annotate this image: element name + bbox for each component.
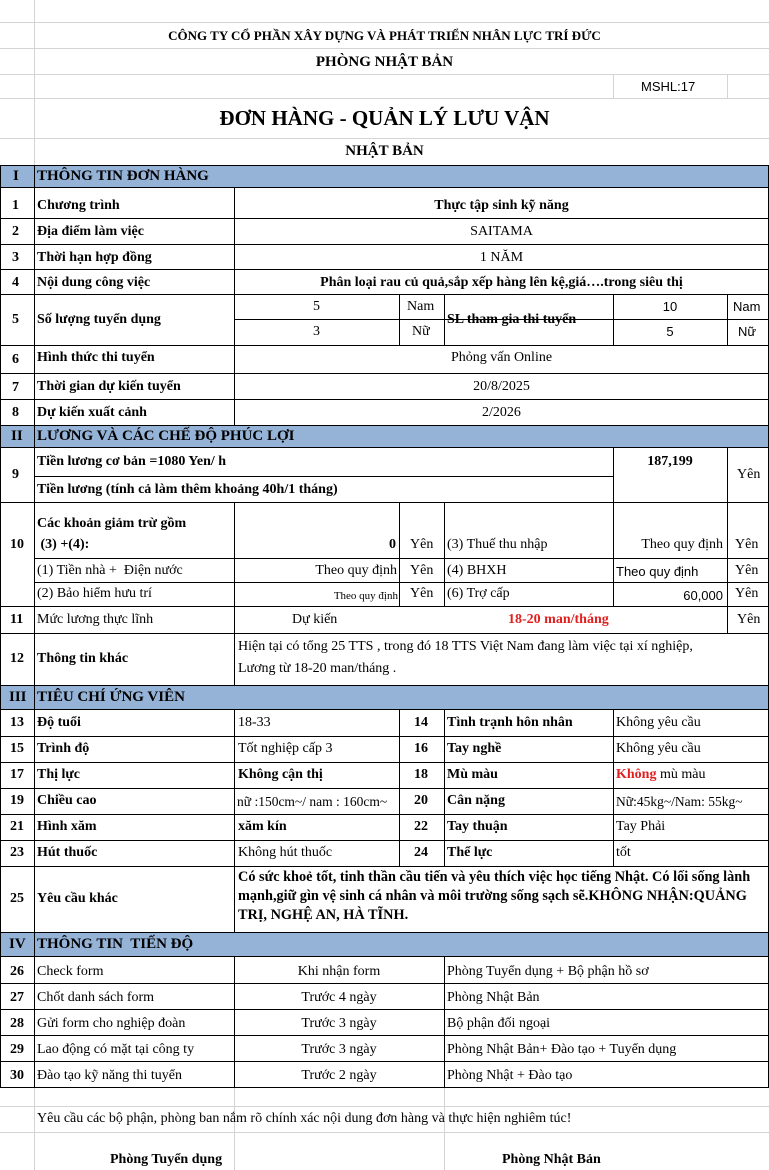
- row-6-number: 6: [12, 352, 19, 367]
- criteria-value: Tốt nghiệp cấp 3: [238, 741, 333, 756]
- income-tax-value: Theo quy định: [641, 537, 723, 552]
- criteria-value: Không cận thị: [238, 767, 323, 782]
- row-5-label: Số lượng tuyển dụng: [37, 312, 161, 327]
- exam-female-count: 5: [666, 324, 674, 339]
- criteria-number: 21: [10, 819, 24, 834]
- schedule-time: Trước 4 ngày: [301, 990, 377, 1005]
- schedule-time: Trước 2 ngày: [301, 1068, 377, 1083]
- income-tax-unit: Yên: [735, 537, 759, 552]
- row-2-label: Địa điểm làm việc: [37, 224, 144, 239]
- criteria-value: Nữ:45kg~/Nam: 55kg~: [616, 794, 743, 809]
- row-6-label: Hình thức thi tuyển: [37, 350, 155, 365]
- criteria-number: 20: [414, 793, 428, 808]
- row-4-label: Nội dung công việc: [37, 275, 151, 290]
- row-1-label: Chương trình: [37, 198, 120, 213]
- exam-count-label: SL tham gia thi tuyển: [447, 312, 577, 327]
- schedule-task: Check form: [37, 964, 104, 979]
- housing-unit: Yên: [410, 563, 434, 578]
- row-3-value: 1 NĂM: [479, 250, 524, 265]
- criteria-value: Không hút thuốc: [238, 845, 333, 860]
- section-1-number: I: [13, 168, 19, 184]
- schedule-owner: Phòng Nhật Bản: [447, 990, 540, 1005]
- criteria-label: Hình xăm: [37, 819, 97, 834]
- criteria-label: Tay thuận: [447, 819, 508, 834]
- schedule-time: Trước 3 ngày: [301, 1016, 377, 1031]
- row-7-number: 7: [12, 380, 19, 395]
- section-2-title: LƯƠNG VÀ CÁC CHẾ ĐỘ PHÚC LỢI: [37, 428, 295, 444]
- row-3-number: 3: [12, 250, 19, 265]
- criteria-value: 18-33: [238, 715, 271, 730]
- recruit-male-label: Nam: [407, 299, 435, 314]
- base-salary-label: Tiền lương cơ bản =1080 Yen/ h: [37, 454, 227, 469]
- recruit-male-count: 5: [313, 299, 320, 314]
- other-info-label: Thông tin khác: [37, 651, 129, 666]
- exam-female-label: Nữ: [738, 324, 757, 339]
- row-11-number: 11: [10, 612, 24, 627]
- social-insurance-value: Theo quy định: [616, 564, 699, 579]
- criteria-label: Tay nghề: [447, 741, 502, 756]
- criteria-label: Chiều cao: [37, 793, 97, 808]
- order-code: MSHL:17: [641, 79, 696, 94]
- page-subtitle: NHẬT BẢN: [345, 143, 424, 159]
- schedule-time: Trước 3 ngày: [301, 1042, 377, 1057]
- allowance-label: (6) Trợ cấp: [447, 586, 510, 601]
- row-9-number: 9: [12, 467, 19, 482]
- row-8-label: Dự kiến xuất cảnh: [37, 405, 147, 420]
- row-1-number: 1: [12, 198, 19, 213]
- section-3-number: III: [9, 689, 27, 705]
- criteria-value: Không yêu cầu: [616, 715, 701, 730]
- section-2-number: II: [11, 428, 23, 444]
- criteria-label: Cân nặng: [447, 793, 505, 808]
- criteria-number: 15: [10, 741, 24, 756]
- pension-label: (2) Bảo hiểm hưu trí: [37, 586, 152, 601]
- social-insurance-label: (4) BHXH: [447, 563, 507, 578]
- deductions-formula: (3) +(4):: [37, 537, 90, 552]
- section-4-number: IV: [9, 936, 26, 952]
- other-info-line-1: Hiện tại có tổng 25 TTS , trong đó 18 TTS Việt Nam đang làm việc tại xí nghiệp,: [238, 639, 693, 654]
- criteria-value: nữ :150cm~/ nam : 160cm~: [237, 795, 388, 809]
- row-12-number: 12: [10, 651, 24, 666]
- salary-overtime-label: Tiền lương (tính cả làm thêm khoảng 40h/1 tháng): [37, 482, 338, 497]
- criteria-value: xăm kín: [238, 819, 287, 834]
- signature-japan-department: Phòng Nhật Bản: [502, 1152, 601, 1167]
- criteria-label: Trình độ: [37, 741, 90, 756]
- criteria-number: 14: [414, 715, 428, 730]
- row-4-number: 4: [12, 275, 19, 290]
- row-4-value: Phân loại rau củ quả,sắp xếp hàng lên kệ,giá….trong siêu thị: [320, 275, 683, 290]
- schedule-owner: Phòng Nhật + Đào tạo: [447, 1068, 573, 1083]
- criteria-number: 23: [10, 845, 24, 860]
- row-6-value: Phỏng vấn Online: [450, 350, 553, 365]
- pension-value: Theo quy định: [333, 590, 398, 602]
- criteria-label: Hút thuốc: [37, 845, 98, 860]
- pension-unit: Yên: [410, 586, 434, 601]
- schedule-task: Lao động có mặt tại công ty: [37, 1042, 195, 1057]
- schedule-task: Chốt danh sách form: [37, 990, 155, 1005]
- deductions-total: 0: [389, 537, 396, 552]
- net-salary-label: Mức lương thực lĩnh: [37, 612, 154, 627]
- footer-note: Yêu cầu các bộ phận, phòng ban nắm rõ chính xác nội dung đơn hàng và thực hiện nghiêm túc!: [37, 1111, 572, 1126]
- criteria-label: Thị lực: [37, 767, 81, 782]
- row-10-number: 10: [10, 537, 24, 552]
- signature-recruitment: Phòng Tuyển dụng: [110, 1152, 223, 1167]
- row-3-label: Thời hạn hợp đồng: [37, 250, 152, 265]
- schedule-owner: Phòng Tuyển dụng + Bộ phận hồ sơ: [447, 964, 649, 979]
- row-2-value: SAITAMA: [470, 224, 533, 239]
- net-salary-value: 18-20 man/tháng: [508, 612, 609, 627]
- net-salary-estimate: Dự kiến: [292, 612, 338, 627]
- colorblind-value-highlight: Không: [616, 767, 657, 782]
- criteria-number: 13: [10, 715, 24, 730]
- criteria-label: Tình trạnh hôn nhân: [447, 715, 573, 730]
- criteria-value: Không yêu cầu: [616, 741, 701, 756]
- row-7-value: 20/8/2025: [473, 379, 530, 394]
- housing-label: (1) Tiền nhà + Điện nước: [37, 563, 183, 578]
- schedule-owner: Phòng Nhật Bản+ Đào tạo + Tuyển dụng: [447, 1042, 677, 1057]
- section-3-title: TIÊU CHÍ ỨNG VIÊN: [37, 689, 185, 705]
- department-name: PHÒNG NHẬT BẢN: [315, 54, 454, 70]
- section-4-title: THÔNG TIN TIẾN ĐỘ: [37, 936, 194, 952]
- schedule-number: 30: [10, 1068, 24, 1083]
- social-insurance-unit: Yên: [735, 563, 759, 578]
- row-7-label: Thời gian dự kiến tuyển: [37, 379, 181, 394]
- row-8-value: 2/2026: [482, 405, 521, 420]
- schedule-number: 26: [10, 964, 24, 979]
- recruit-female-count: 3: [313, 324, 320, 339]
- criteria-label: Thể lực: [447, 845, 493, 860]
- criteria-number: 16: [414, 741, 428, 756]
- exam-male-count: 10: [662, 299, 678, 314]
- salary-unit: Yên: [737, 467, 761, 482]
- criteria-number: 17: [10, 767, 24, 782]
- criteria-label: Mù màu: [447, 767, 498, 782]
- criteria-number: 24: [414, 845, 428, 860]
- colorblind-value: [616, 768, 705, 782]
- row-8-number: 8: [12, 405, 19, 420]
- page-title: ĐƠN HÀNG - QUẢN LÝ LƯU VẬN: [219, 106, 550, 130]
- criteria-number: 18: [414, 767, 428, 782]
- row-25-number: 25: [10, 891, 24, 906]
- criteria-value: tốt: [616, 845, 631, 860]
- company-name: CÔNG TY CỔ PHẦN XÂY DỰNG VÀ PHÁT TRIỂN NHÂN LỰC TRÍ ĐỨC: [168, 28, 601, 43]
- other-requirements-value: Có sức khoẻ tốt, tinh thần cầu tiến và yêu thích việc học tiếng Nhật. Có lối sống lành mạnh,giữ gìn vệ sinh cá nhân và môi trường sống sạch sẽ.KHÔNG NHẬN:QUẢNG TRỊ, NGHỆ AN, HÀ TĨNH.: [238, 869, 751, 923]
- colorblind-value-rest: mù màu: [656, 767, 706, 782]
- schedule-time: Khi nhận form: [297, 964, 381, 979]
- allowance-unit: Yên: [735, 586, 759, 601]
- schedule-task: Gửi form cho nghiệp đoàn: [37, 1016, 186, 1031]
- base-salary-value: 187,199: [647, 454, 693, 469]
- schedule-number: 28: [10, 1016, 24, 1031]
- criteria-number: 19: [10, 793, 24, 808]
- schedule-owner: Bộ phận đối ngoại: [447, 1016, 551, 1031]
- schedule-number: 27: [10, 990, 24, 1005]
- criteria-value: Tay Phải: [616, 819, 666, 834]
- housing-value: Theo quy định: [315, 563, 397, 578]
- allowance-value: 60,000: [683, 588, 723, 603]
- row-5-number: 5: [12, 312, 19, 327]
- deductions-label: Các khoản giảm trừ gồm: [37, 516, 187, 531]
- other-requirements-label: Yêu cầu khác: [37, 891, 118, 906]
- deductions-total-unit: Yên: [410, 537, 434, 552]
- schedule-task: Đào tạo kỹ năng thi tuyển: [37, 1068, 183, 1083]
- row-1-value: Thực tập sinh kỹ năng: [434, 198, 569, 213]
- row-2-number: 2: [12, 224, 19, 239]
- exam-male-label: Nam: [733, 299, 761, 314]
- section-1-title: THÔNG TIN ĐƠN HÀNG: [37, 168, 209, 184]
- recruit-female-label: Nữ: [412, 324, 430, 339]
- schedule-number: 29: [10, 1042, 24, 1057]
- net-salary-unit: Yên: [737, 612, 761, 627]
- income-tax-label: (3) Thuế thu nhập: [447, 537, 548, 552]
- other-info-line-2: Lương từ 18-20 man/tháng .: [238, 661, 397, 676]
- criteria-number: 22: [414, 819, 428, 834]
- criteria-label: Độ tuổi: [37, 715, 81, 730]
